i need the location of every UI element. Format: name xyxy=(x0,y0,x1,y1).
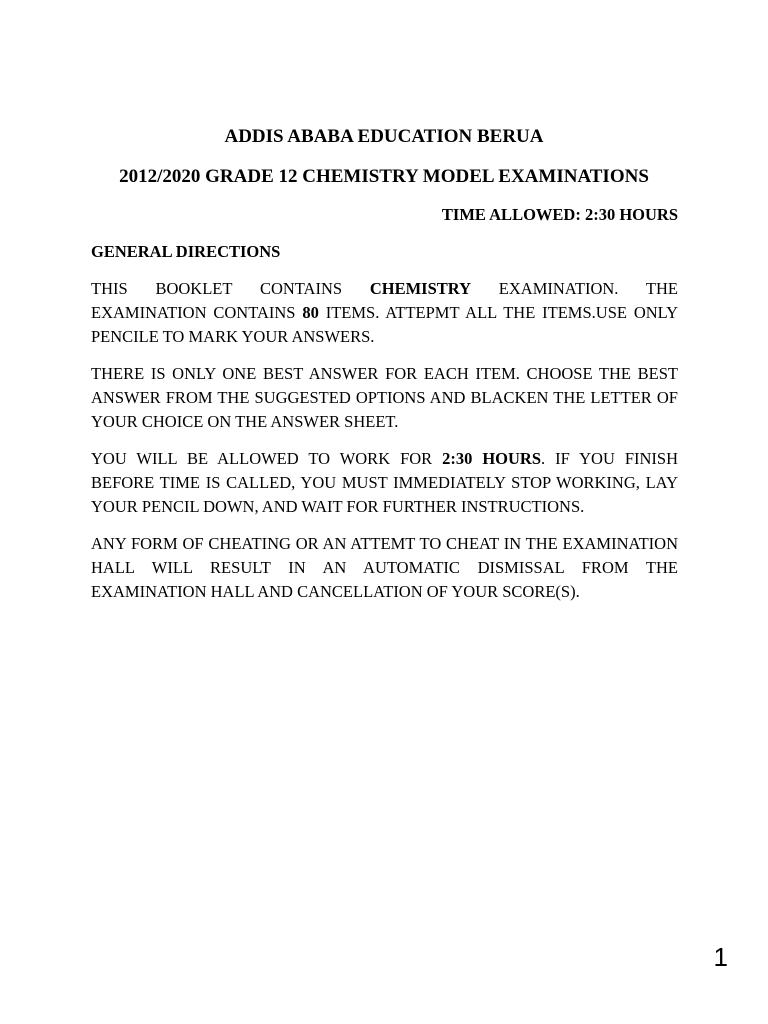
para1-subject-bold: CHEMISTRY xyxy=(369,279,472,298)
para3-text-2: . IF YOU FINISH BEFORE TIME IS CALLED, YOU MUST IMMEDIATELY STOP WORKING, LAY YOUR PENCIL DOWN, AND WAIT FOR FURTHER INSTRUCTIONS. xyxy=(91,449,679,516)
para3-duration-bold: 2:30 HOURS xyxy=(442,449,542,468)
para3-text-1: YOU WILL BE ALLOWED TO WORK FOR xyxy=(91,449,443,468)
direction-paragraph-cheating: ANY FORM OF CHEATING OR AN ATTEMT TO CHEAT IN THE EXAMINATION HALL WILL RESULT IN AN AUTOMATIC DISMISSAL FROM THE EXAMINATION HALL AND CANCELLATION OF YOUR SCORE(S). xyxy=(91,534,678,601)
organization-title: ADDIS ABABA EDUCATION BERUA xyxy=(224,126,544,147)
para1-text-2: EXAMINATION. THE EXAMINATION CONTAINS xyxy=(91,279,678,322)
direction-paragraph-booklet xyxy=(91,277,678,348)
general-directions-heading: GENERAL DIRECTIONS xyxy=(91,242,281,261)
exam-title: 2012/2020 GRADE 12 CHEMISTRY MODEL EXAMINATIONS xyxy=(119,166,649,187)
page-number: 1 xyxy=(713,942,728,972)
para1-text-1: THIS BOOKLET CONTAINS xyxy=(91,279,370,298)
time-allowed: TIME ALLOWED: 2:30 HOURS xyxy=(441,205,678,224)
para1-text-3: ITEMS. ATTEPMT ALL THE ITEMS.USE ONLY PENCILE TO MARK YOUR ANSWERS. xyxy=(91,302,678,346)
direction-paragraph-time xyxy=(91,447,678,518)
direction-paragraph-best-answer: THERE IS ONLY ONE BEST ANSWER FOR EACH ITEM. CHOOSE THE BEST ANSWER FROM THE SUGGESTED OPTIONS AND BLACKEN THE LETTER OF YOUR CHOICE ON THE ANSWER SHEET. xyxy=(91,364,678,431)
para1-item-count-bold: 80 xyxy=(302,302,319,322)
